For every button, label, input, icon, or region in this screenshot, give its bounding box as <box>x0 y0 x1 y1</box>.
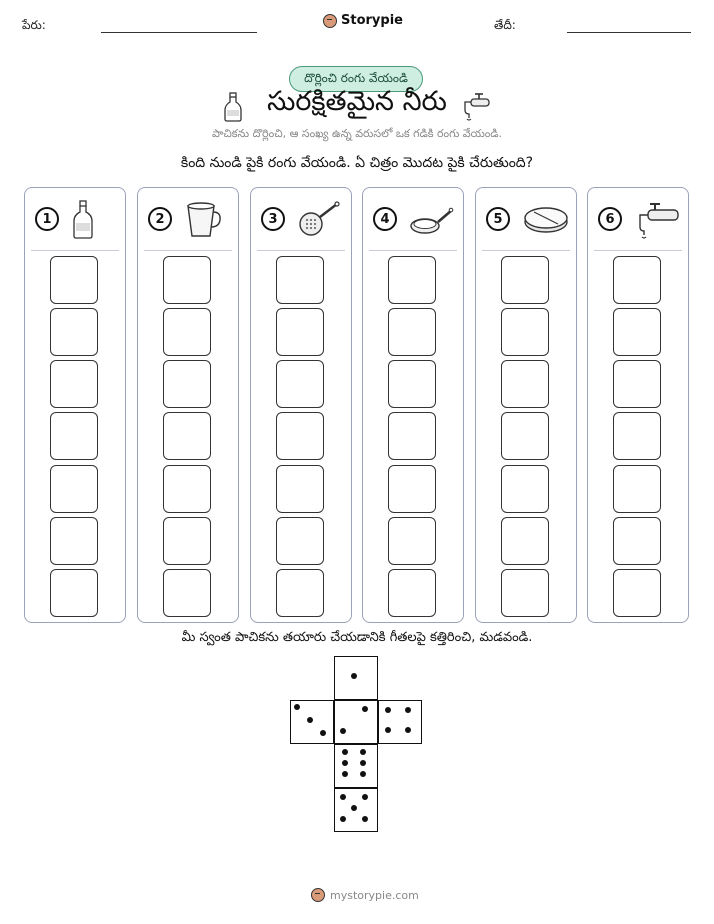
dice-instruction: మీ స్వంత పాచికను తయారు చేయడానికి గీతలపై కత్తిరించి, మడవండి. <box>181 630 533 645</box>
column-4 <box>362 187 464 623</box>
color-cell[interactable] <box>276 569 324 617</box>
color-cell[interactable] <box>613 256 661 304</box>
die-face-2 <box>334 700 378 744</box>
color-cell[interactable] <box>276 465 324 513</box>
page-title: సురక్షితమైన నీరు <box>267 86 447 117</box>
color-cell[interactable] <box>276 360 324 408</box>
color-cell[interactable] <box>163 517 211 565</box>
die-pip <box>362 706 368 712</box>
color-cell[interactable] <box>613 360 661 408</box>
column-number: 6 <box>598 207 622 231</box>
color-cell[interactable] <box>50 517 98 565</box>
color-cell[interactable] <box>501 308 549 356</box>
column-number: 1 <box>35 207 59 231</box>
bottle-icon <box>71 200 95 244</box>
color-cell[interactable] <box>388 360 436 408</box>
die-pip <box>385 727 391 733</box>
die-pip <box>320 730 326 736</box>
color-cell[interactable] <box>501 569 549 617</box>
die-pip <box>351 805 357 811</box>
instructions-text: పాచికను దొర్లించి, ఆ సంఖ్య ఉన్న వరుసలో ఒక గడికి రంగు వేయండి. <box>212 127 502 140</box>
color-cell[interactable] <box>613 517 661 565</box>
color-cell[interactable] <box>50 360 98 408</box>
color-cell[interactable] <box>50 412 98 460</box>
color-cell[interactable] <box>276 517 324 565</box>
tap-icon <box>461 92 493 122</box>
color-cell[interactable] <box>388 569 436 617</box>
die-pip <box>385 707 391 713</box>
die-pip <box>342 771 348 777</box>
die-pip <box>342 749 348 755</box>
color-cell[interactable] <box>388 256 436 304</box>
brand-logo <box>323 13 403 28</box>
color-cell[interactable] <box>388 412 436 460</box>
color-cell[interactable] <box>388 517 436 565</box>
color-cell[interactable] <box>501 360 549 408</box>
column-5 <box>475 187 577 623</box>
color-cell[interactable] <box>50 308 98 356</box>
column-divider <box>369 250 457 251</box>
cup-icon <box>184 200 224 244</box>
die-face-4 <box>378 700 422 744</box>
die-pip <box>360 760 366 766</box>
tablet-icon <box>522 200 570 244</box>
color-cell[interactable] <box>50 256 98 304</box>
column-3 <box>250 187 352 623</box>
question-text: కింది నుండి పైకి రంగు వేయండి. ఏ చిత్రం మొదట పైకి చేరుతుంది? <box>180 155 534 171</box>
footer-mascot-icon <box>311 888 325 902</box>
column-divider <box>31 250 119 251</box>
die-pip <box>362 816 368 822</box>
die-pip <box>360 771 366 777</box>
die-face-3 <box>290 700 334 744</box>
die-pip <box>340 728 346 734</box>
column-2 <box>137 187 239 623</box>
column-divider <box>144 250 232 251</box>
column-divider <box>257 250 345 251</box>
die-pip <box>340 816 346 822</box>
tap-icon <box>634 200 680 244</box>
footer <box>311 888 419 902</box>
column-divider <box>594 250 682 251</box>
column-number: 5 <box>486 207 510 231</box>
die-pip <box>360 749 366 755</box>
pan-icon <box>409 200 455 244</box>
die-pip <box>351 673 357 679</box>
date-label: తేదీ: <box>494 18 516 32</box>
strainer-icon <box>297 200 341 244</box>
brand-name: Storypie <box>341 13 403 28</box>
color-cell[interactable] <box>501 256 549 304</box>
color-cell[interactable] <box>276 412 324 460</box>
color-cell[interactable] <box>50 569 98 617</box>
die-face-1 <box>334 656 378 700</box>
column-1 <box>24 187 126 623</box>
color-cell[interactable] <box>163 569 211 617</box>
column-number: 3 <box>261 207 285 231</box>
color-cell[interactable] <box>388 465 436 513</box>
color-cell[interactable] <box>276 256 324 304</box>
color-cell[interactable] <box>388 308 436 356</box>
color-cell[interactable] <box>613 465 661 513</box>
color-cell[interactable] <box>276 308 324 356</box>
name-label: పేరు: <box>22 18 46 32</box>
color-cell[interactable] <box>163 465 211 513</box>
column-divider <box>482 250 570 251</box>
column-number: 4 <box>373 207 397 231</box>
name-line[interactable] <box>101 32 257 33</box>
column-6 <box>587 187 689 623</box>
die-pip <box>362 794 368 800</box>
color-cell[interactable] <box>613 412 661 460</box>
die-pip <box>405 727 411 733</box>
color-cell[interactable] <box>163 256 211 304</box>
color-cell[interactable] <box>163 308 211 356</box>
die-pip <box>340 794 346 800</box>
activity-badge: దొర్లించి రంగు వేయండి <box>289 66 423 92</box>
die-face-6 <box>334 744 378 788</box>
color-cell[interactable] <box>613 569 661 617</box>
footer-url[interactable]: mystorypie.com <box>330 888 419 902</box>
die-pip <box>294 704 300 710</box>
date-line[interactable] <box>567 32 691 33</box>
die-pip <box>307 717 313 723</box>
color-cell[interactable] <box>163 360 211 408</box>
color-cell[interactable] <box>501 517 549 565</box>
color-cell[interactable] <box>50 465 98 513</box>
die-pip <box>342 760 348 766</box>
column-number: 2 <box>148 207 172 231</box>
color-cell[interactable] <box>501 465 549 513</box>
color-cell[interactable] <box>613 308 661 356</box>
color-cell[interactable] <box>501 412 549 460</box>
mascot-icon <box>323 14 337 28</box>
color-cell[interactable] <box>163 412 211 460</box>
die-pip <box>405 707 411 713</box>
die-face-5 <box>334 788 378 832</box>
